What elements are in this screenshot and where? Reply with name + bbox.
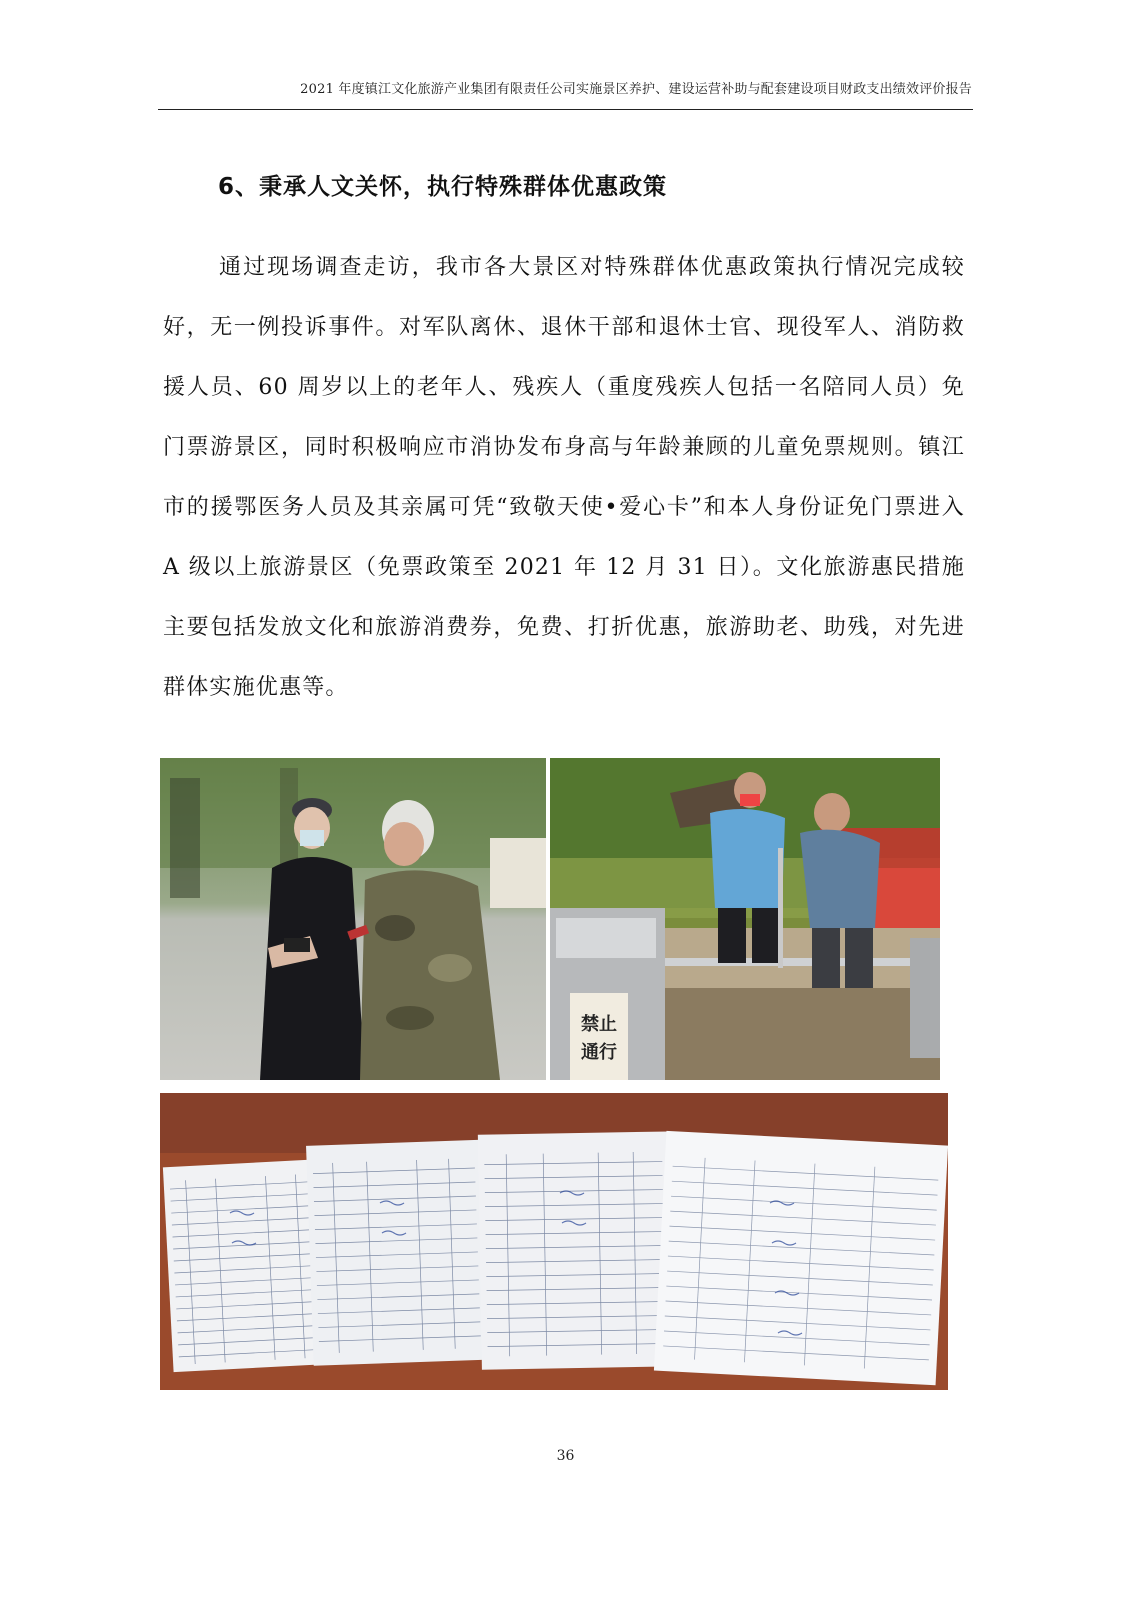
page-number: 36 (556, 1448, 575, 1464)
photo-elderly-assistance (550, 758, 940, 1080)
running-header: 2021 年度镇江文化旅游产业集团有限责任公司实施景区养护、建设运营补助与配套建设项目财政支出绩效评价报告 (300, 82, 972, 97)
gate-sign-text-top: 禁止 (581, 1014, 617, 1035)
photo-id-check (160, 758, 546, 1080)
photo-registration-sheets (160, 1093, 948, 1390)
body-paragraph: 通过现场调查走访，我市各大景区对特殊群体优惠政策执行情况完成较好，无一例投诉事件。对军队离休、退休干部和退休士官、现役军人、消防救援人员、60 周岁以上的老年人、残疾人（重度残疾人包括一名陪同人员）免门票游景区，同时积极响应市消协发布身高与年龄兼顾的儿童免票规则。镇江市的援鄂医务人员及其亲属可凭“致敬天使•爱心卡”和本人身份证免门票进入 A 级以上旅游景区（免票政策至 2021 年 12 月 31 日）。文化旅游惠民措施主要包括发放文化和旅游消费券，免费、打折优惠，旅游助老、助残，对先进群体实施优惠等。 (163, 255, 965, 700)
header-divider (158, 109, 973, 110)
gate-sign-text-bottom: 通行 (581, 1042, 617, 1063)
section-heading: 6、秉承人文关怀，执行特殊群体优惠政策 (218, 174, 668, 200)
